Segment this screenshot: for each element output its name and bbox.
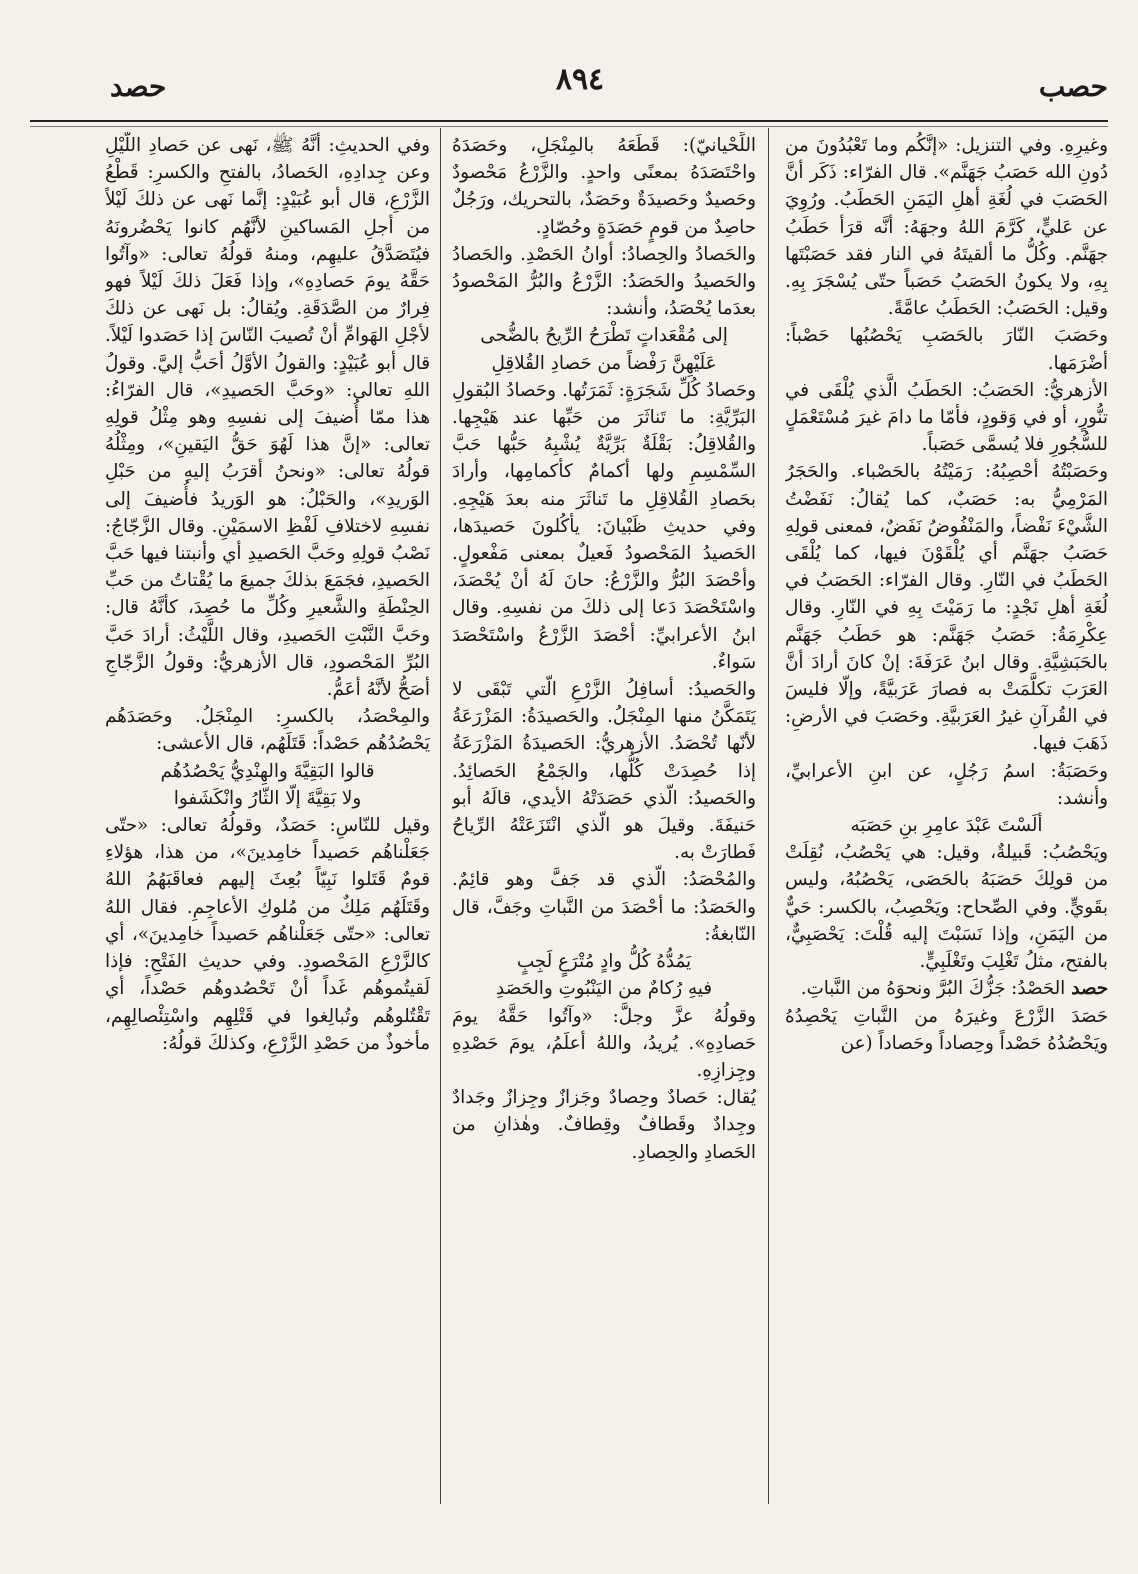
header-rule-thin (30, 126, 1108, 127)
header-root-word-right: حصب (1038, 70, 1108, 103)
paragraph: يُقال: حَصادٌ وحِصادٌ وجَزازٌ وجِزازٌ وجَدادٌ وجِدادٌ وقَطافٌ وقِطافٌ. وهٰذانِ من الحَصادِ والحِصادِ. (452, 1087, 756, 1163)
paragraph: وحَصَبْتُهُ أحْصِبُهُ: رَمَيْتُهُ بالحَصْباء. والحَجَرُ المَرْمِيُّ به: حَصَبٌ، كما يُقالُ: نَفَضْتُ الشَّيْءَ نَفْضاً، والمَنْفُوضُ نَفَضٌ، فمعنى قولِهِ حَصَبُ جهَنَّم أي يُلْقَوْنَ فيها، كما يُلْقَى الحَطَبُ في النّارِ. وقال الفرّاء: الحَصَبُ في لُغَةِ أهلِ نَجْدٍ: ما رَمَيْتَ بِهِ في النّارِ. وقال عِكْرِمَةُ: حَصَبُ جَهَنَّم: هو حَطَبُ جَهَنَّم بالحَبَشِيَّةِ. وقال ابنُ عَرَفَةَ: إنْ كانَ أرادَ أنَّ العَرَبَ تكلَّمَتْ به فصارَ عَرَبيَّةً، وإلّا فليسَ في القُرآنِ غيرُ العَرَبيَّةِ. وحَصَبَ في الأرضِ: ذَهَبَ فيها. (785, 461, 1108, 755)
page-number: ٨٩٤ (555, 62, 605, 97)
paragraph: وقيل للنّاسِ: حَصَدٌ، وقولُهُ تعالى: «حتّى جَعَلْناهُم حَصيداً خامِدينَ»، من هذا، هؤلاءِ قومٌ قَتَلوا نَبِيّاً بُعِثَ إليهم فعاقَبَهُمُ اللهُ وقَتَلَهُم مَلِكٌ من مُلوكِ الأعاجِمِ. فقال اللهُ تعالى: «حتّى جَعَلْناهُم حَصيداً خامِدينَ»، أي كالزَّرْعِ المَحْصودِ. وفي حديثِ الفَتْحِ: فإذا لَقيتُموهُم غَداً أنْ تَحْصُدوهُم حَصْداً، أي تَقْتُلوهُم وتُبالِغوا في قَتْلِهِم واسْتِئْصالِهِم، مأخوذٌ من حَصْدِ الزَّرْعِ، وكذلكَ قولُهُ: (105, 815, 430, 1054)
column-divider (440, 128, 441, 1504)
paragraph: حَصَدَ الزَّرْعَ وغيرَهُ من النَّباتِ يَحْصِدُهُ ويَحْصُدُهُ حَصْداً وحِصاداً وحَصاداً (عن (785, 1005, 1108, 1054)
paragraph: والمِحْصَدُ، بالكسرِ: المِنْجَلُ. وحَصَدَهُم يَحْصُدُهُم حَصْداً: قَتَلَهُم، قال الأعشى: (105, 706, 430, 755)
header-root-word-left: حصد (110, 70, 167, 103)
column-middle (452, 132, 756, 1502)
column-right (785, 132, 1108, 1502)
paragraph: الأزهريُّ: الحَصَبُ: الحَطَبُ الَّذي يُلْقَى في تنُّورٍ، أو في وَقودٍ، فأمّا ما دامَ غيرَ مُسْتَعْمَلٍ للسُّجُورِ فلا يُسمَّى حَصَباً. (785, 379, 1108, 456)
verse-line: إلى مُقْعَداتٍ تَطْرَحُ الرِّيحُ بالضُّحى (480, 325, 728, 347)
column-divider (768, 128, 769, 1504)
verse-line: ولا بَقِيَّةَ إلّا الثّارُ وانْكَشَفوا (173, 787, 362, 809)
paragraph: وقولُهُ عزَّ وجلَّ: «وآتُوا حَقَّهُ يومَ حَصادِهِ». يُريدُ، واللهُ أعلَمُ، يومَ حَصْدِهِ وجِزازِهِ. (452, 1005, 756, 1081)
entry-paragraph (785, 975, 1108, 1002)
entry-headword: حصد (1071, 978, 1108, 1000)
paragraph: والحَصادُ والحِصادُ: أوانُ الحَصْدِ. والحَصادُ والحَصيدُ والحَصَدُ: الزَّرْعُ والبُرُّ المَحْصودُ بعدَما يُحْصَدُ، وأنشد: (452, 243, 756, 320)
verse-line: فيهِ رُكامٌ من اليَنْبُوتِ والحَصَدِ (495, 978, 712, 1000)
verse-line: قالوا البَقِيَّةَ والهِنْدِيُّ يَحْصُدُهُم (160, 760, 375, 782)
paragraph: وحَصادُ كُلِّ شَجَرَةٍ: ثَمَرَتُها. وحَصادُ البُقولِ البَرِّيَّةِ: ما تَناثَرَ من حَبِّها عند هَيْجِها. والقُلاقِلُ: بَقْلَةٌ بَرِّيَّةٌ يُشْبِهُ حَبُّها حَبَّ السِّمْسِمِ ولها أكمامٌ كأكمامِها، وأرادَ بحَصادِ القُلاقِلِ ما تَناثَرَ منه بعدَ هَيْجِهِ. وفي حديثِ ظَبْيانَ: يأكُلونَ حَصيدَها، الحَصيدُ المَحْصودُ فَعيلٌ بمعنى مَفْعولٍ. وأحْصَدَ البُرُّ والزَّرْعُ: حانَ لَهُ أنْ يُحْصَدَ، واسْتَحْصَدَ دَعا إلى ذلكَ من نفسِهِ. وقال ابنُ الأعرابيِّ: أحْصَدَ الزَّرْعُ واسْتَحْصَدَ سَواءٌ. (452, 379, 756, 673)
paragraph: ويَحْصُبُ: قَبيلةٌ، وقيل: هي يَحْصُبُ، نُقِلَتْ من قولِكَ حَصَبَهُ بالحَصَى، يَحْصُبُهُ، وليس بقَويٍّ. وفي الصِّحاح: ويَحْصِبُ، بالكسر: حَيٌّ من اليَمَنِ، وإذا نَسَبْتَ إليه قُلْتَ: يَحْصَبِيٌّ، بالفتح، مثلُ تَغْلِبَ وتَغْلَبِيٍّ. (785, 842, 1108, 973)
paragraph: وغيرِهِ. وفي التنزيل: «إنَّكُم وما تَعْبُدُونَ من دُونِ الله حَصَبُ جَهَنَّم». قال الفرّاء: ذَكَر أنَّ الحَصَبَ في لُغَةِ أهلِ اليَمَنِ الحَطَبُ. ورُوِيَ عن عَليٍّ، كَرَّمَ اللهُ وجهَهُ: أنَّه قرَأ حَطَبُ جهَنَّم. وكُلُّ ما ألقيتَهُ في النار فقد حَصَبْتَها بِهِ، ولا يكونُ الحَصَبُ حَصَباً حتّى يُسْجَرَ بِهِ. وقيل: الحَصَبُ: الحَطَبُ عامَّةً. (785, 135, 1108, 320)
paragraph: اللِّحْيانيّ): قَطَعَهُ بالمِنْجَلِ، وحَصَدَهُ واحْتَصَدَهُ بمعنًى واحدٍ. والزَّرْعُ مَحْصودٌ وحَصيدٌ وحَصيدَةٌ وحَصَدٌ، بالتحريك، ورَجُلٌ حاصِدٌ من قومٍ حَصَدَةٍ وحُصّادٍ. (452, 135, 756, 238)
header-rule (30, 120, 1108, 122)
paragraph: وحَصَبَةُ: اسمُ رَجُلٍ، عن ابنِ الأعرابيِّ، وأنشد: (785, 760, 1108, 809)
column-left (105, 132, 430, 1502)
paragraph: وفي الحديثِ: أنَّهُ ﷺ، نَهى عن حَصادِ اللَّيْلِ وعن جِدادِهِ، الحَصادُ، بالفتحِ والكسرِ: قَطْعُ الزَّرْعِ، قال أبو عُبَيْدٍ: إنَّما نَهى عن ذلكَ لَيْلاً من أجلِ المَساكينِ لأنَّهُم كانوا يَحْضُرونَهُ فيُتَصَدَّقُ عليهِم، ومنهُ قولُهُ تعالى: «وآتُوا حَقَّهُ يومَ حَصادِهِ»، وإذا فَعَلَ ذلكَ لَيْلاً فهو فِرارٌ من الصَّدَقَةِ. ويُقالُ: بل نَهى عن ذلكَ لأجْلِ الهَوامِّ أنْ تُصيبَ النّاسَ إذا حَصَدوا لَيْلاً. قال أبو عُبَيْدٍ: والقولُ الأوَّلُ أحَبُّ إليَّ. وقولُ اللهِ تعالى: «وحَبَّ الحَصيدِ»، قال الفرّاءُ: هذا ممّا أُضيفَ إلى نفسِهِ وهو مِثْلُ قولِهِ تعالى: «إنَّ هذا لَهُوَ حَقُّ اليَقينِ»، ومِثْلُهُ قولُهُ تعالى: «ونحنُ أقرَبُ إليهِ من حَبْلِ الوَريدِ»، والحَبْلُ: هو الوَريدُ فأُضيفَ إلى نفسِهِ لاختلافِ لَفْظِ الاسمَيْنِ. وقال الزَّجّاجُ: نَصْبُ قولِهِ وحَبَّ الحَصيدِ أي وأنبتنا فيها حَبَّ الحَصيدِ، فجَمَعَ بذلكَ جميعَ ما يُقْتاتُ من حَبِّ الحِنْطَةِ والشَّعيرِ وكُلِّ ما حُصِدَ، كأنَّهُ قال: وحَبَّ النَّبْتِ الحَصيدِ، وقال اللَّيْثُ: أرادَ حَبَّ البُرِّ المَحْصودِ، قال الأزهريُّ: وقولُ الزَّجّاجِ أصَحُّ لأنَّهُ أعَمُّ. (105, 135, 430, 701)
paragraph: والمُحْصَدُ: الّذي قد جَفَّ وهو قائِمٌ. والحَصَدُ: ما أحْصَدَ من النَّباتِ وجَفَّ، قال النّابغةُ: (452, 869, 756, 945)
verse-line: ألَسْتَ عَبْدَ عامِرِ بنِ حَصَبَه (850, 815, 1043, 837)
verse-line: يَمُدُّهُ كُلُّ وادٍ مُتْرَعٍ لَجِبٍ (516, 951, 692, 973)
entry-definition: الحَصْدُ: جَزُّكَ البُرَّ ونحوَهُ من النَّباتِ. (800, 978, 1066, 1000)
paragraph: وحَصَبَ النّارَ بالحَصَبِ يَحْصُبُها حَصْباً: أضْرَمَها. (785, 325, 1108, 374)
verse-line: عَلَيْهِنَّ رَفْضاً من حَصادِ القُلاقِلِ (491, 352, 717, 374)
paragraph: والحَصيدُ: أسافِلُ الزَّرْعِ الّتي تَبْقَى لا يَتَمَكَّنُ منها المِنْجَلُ. والحَصيدَةُ: المَزْرَعَةُ لأنّها تُحْصَدُ. الأزهريُّ: الحَصيدَةُ المَزْرَعَةُ إذا حُصِدَتْ كُلُّها، والجَمْعُ الحَصائِدُ. والحَصيدُ: الّذي حَصَدَتْهُ الأيدي، قالَهُ أبو حَنيفَةَ. وقيلَ هو الّذي انْتَزَعَتْهُ الرِّياحُ فَطارَتْ به. (452, 679, 756, 864)
